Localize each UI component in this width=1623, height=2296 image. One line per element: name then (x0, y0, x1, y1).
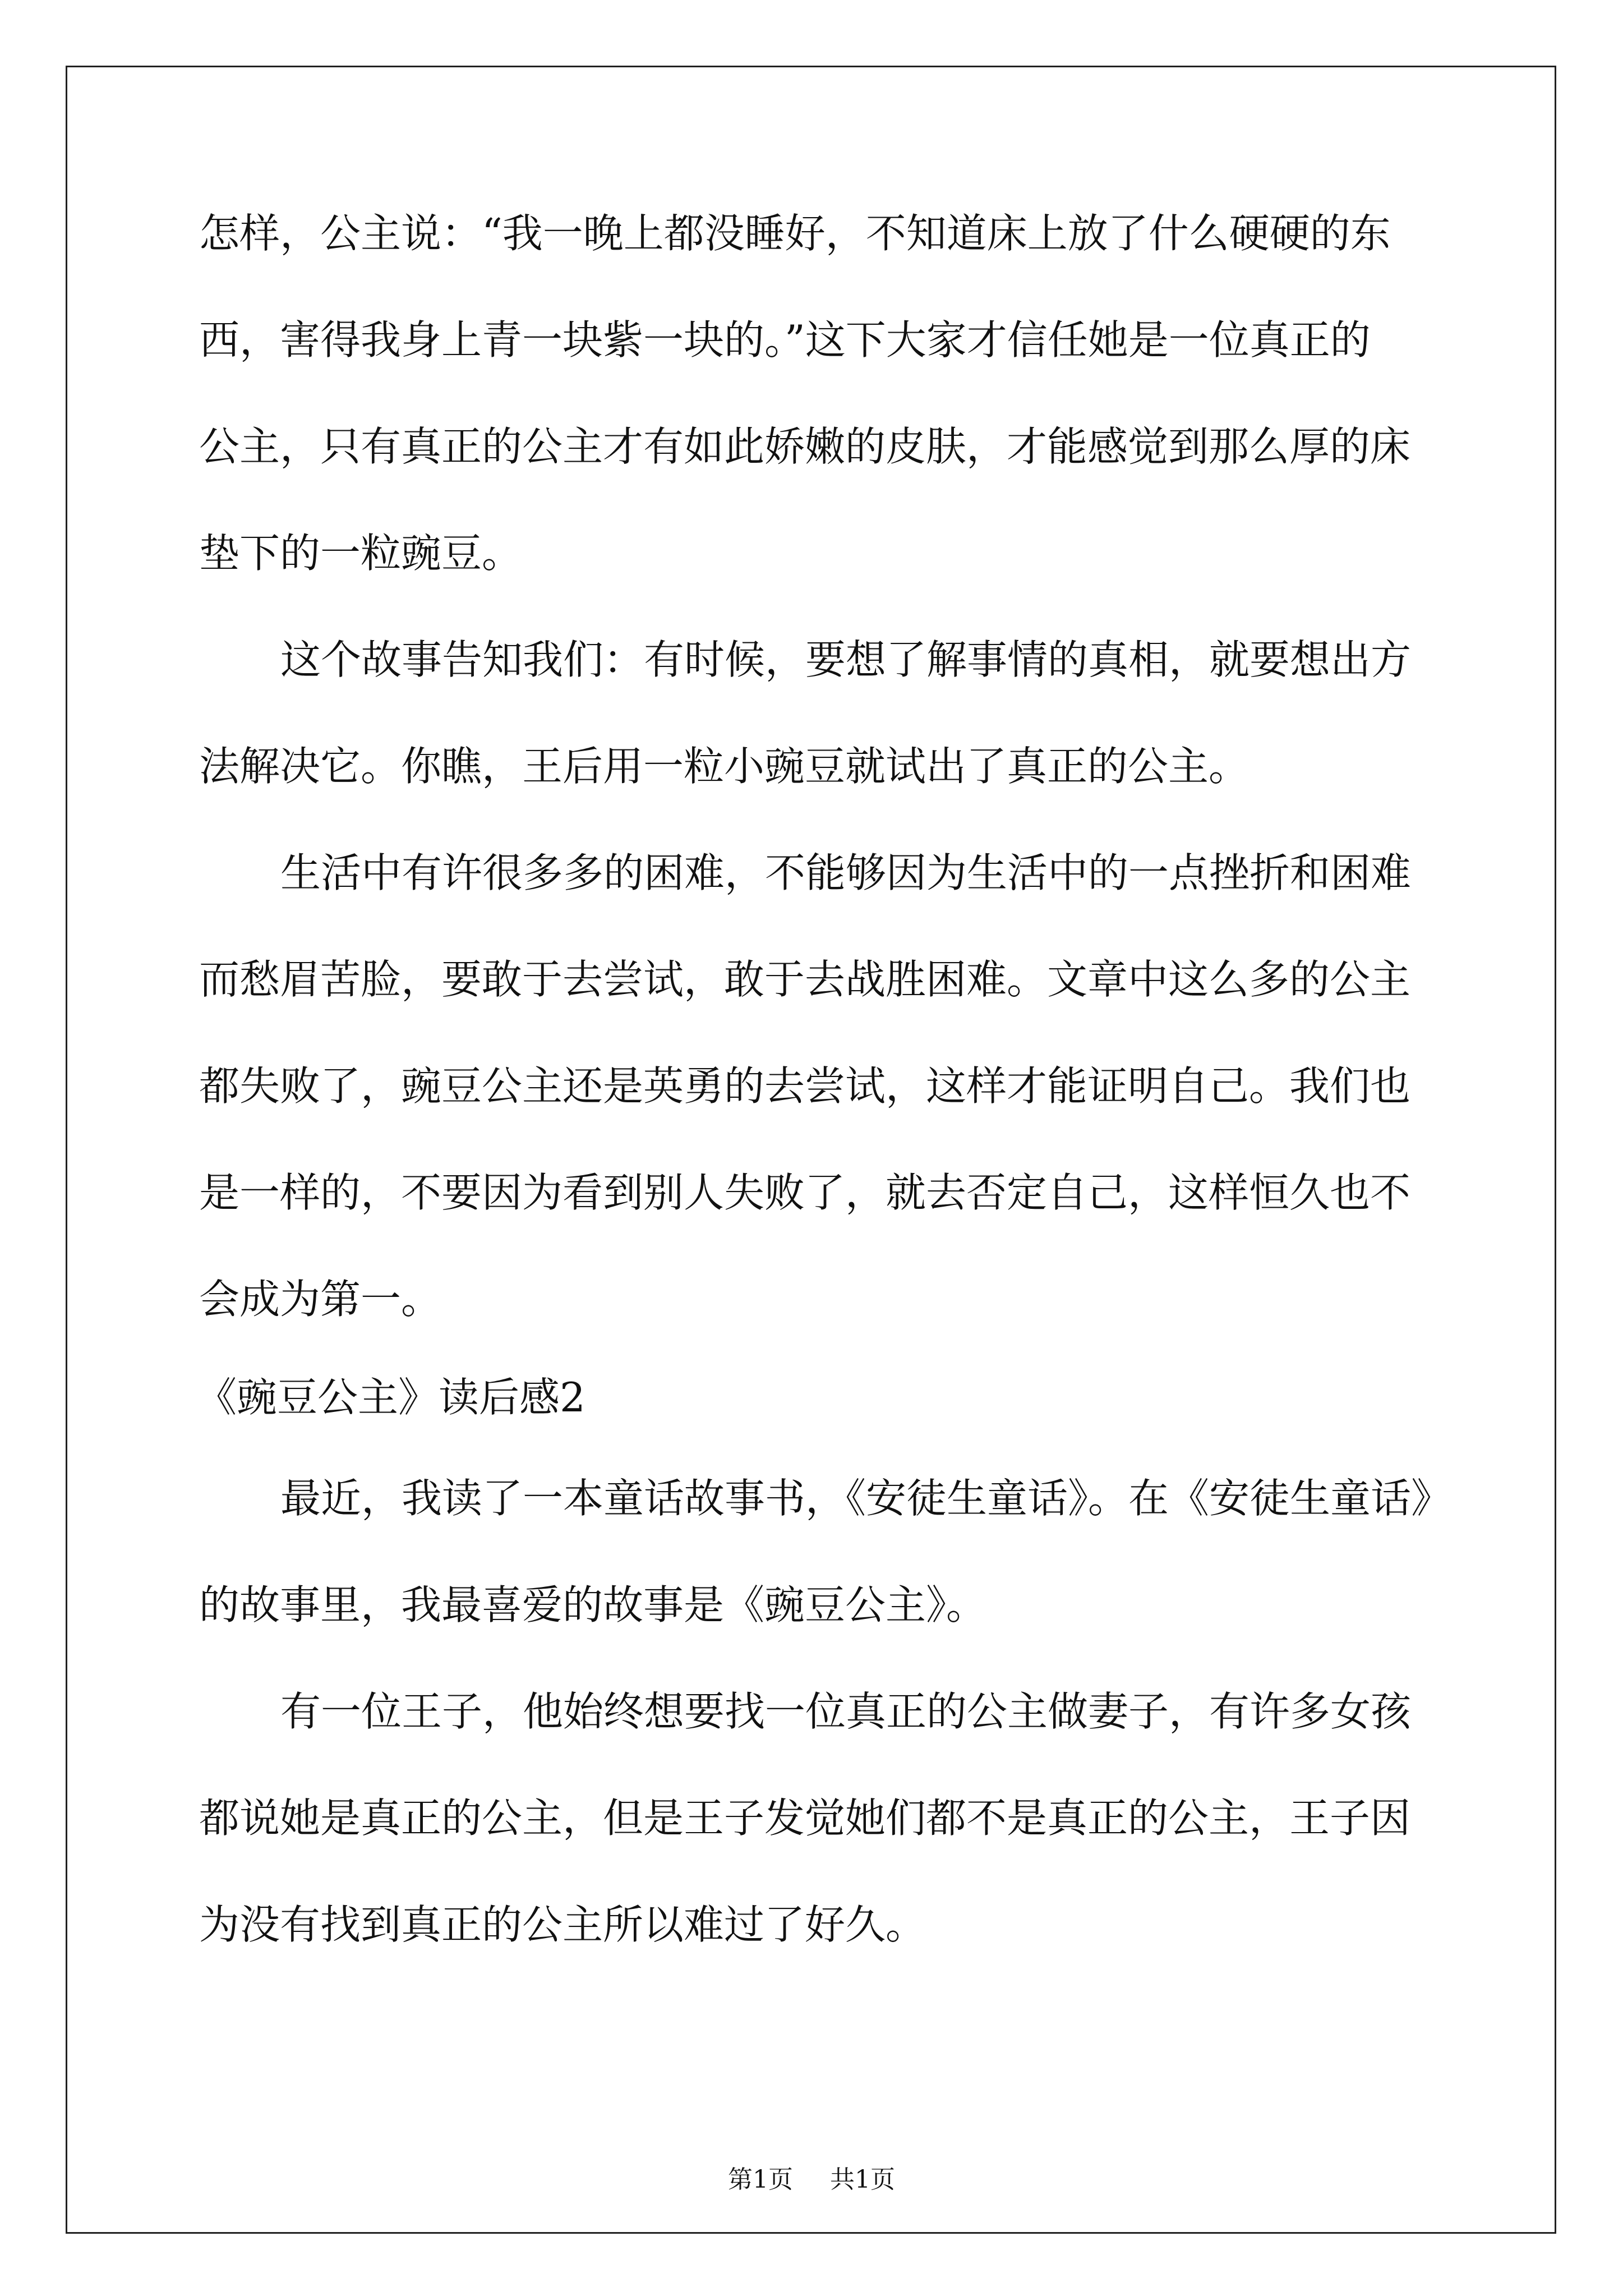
paragraph-line: 垫下的一粒豌豆。 (199, 530, 523, 577)
paragraph-line: 都说她是真正的公主，但是王子发觉她们都不是真正的公主，王子因 (199, 1795, 1411, 1842)
paragraph-line: 是一样的，不要因为看到别人失败了，就去否定自己，这样恒久也不 (199, 1169, 1411, 1216)
paragraph-line: 最近，我读了一本童话故事书，《安徒生童话》。在《安徒生童话》 (280, 1475, 1452, 1522)
paragraph-line: 这个故事告知我们：有时候，要想了解事情的真相，就要想出方 (280, 636, 1412, 683)
section-heading: 《豌豆公主》读后感2 (196, 1374, 585, 1421)
paragraph-line: 西，害得我身上青一块紫一块的。”这下大家才信任她是一位真正的 (199, 316, 1371, 364)
paragraph-line: 有一位王子，他始终想要找一位真正的公主做妻子，有许多女孩 (280, 1688, 1412, 1735)
paragraph-line: 怎样，公主说：“我一晚上都没睡好，不知道床上放了什么硬硬的东 (199, 210, 1391, 257)
paragraph-line: 会成为第一。 (199, 1276, 442, 1323)
page-number: 第1页 (728, 2165, 793, 2194)
paragraph-line: 的故事里，我最喜爱的故事是《豌豆公主》。 (199, 1581, 987, 1628)
page-total: 共1页 (830, 2165, 895, 2194)
page-footer (0, 2163, 1623, 2197)
paragraph-line: 都失败了，豌豆公主还是英勇的去尝试，这样才能证明自己。我们也 (199, 1062, 1411, 1110)
paragraph-line: 生活中有许很多多的困难，不能够因为生活中的一点挫折和困难 (280, 849, 1412, 896)
paragraph-line: 法解决它。你瞧，王后用一粒小豌豆就试出了真正的公主。 (199, 743, 1249, 790)
paragraph-line: 公主，只有真正的公主才有如此娇嫩的皮肤，才能感觉到那么厚的床 (199, 423, 1411, 470)
paragraph-line: 为没有找到真正的公主所以难过了好久。 (199, 1901, 926, 1948)
paragraph-line: 而愁眉苦脸，要敢于去尝试，敢于去战胜困难。文章中这么多的公主 (199, 956, 1411, 1003)
